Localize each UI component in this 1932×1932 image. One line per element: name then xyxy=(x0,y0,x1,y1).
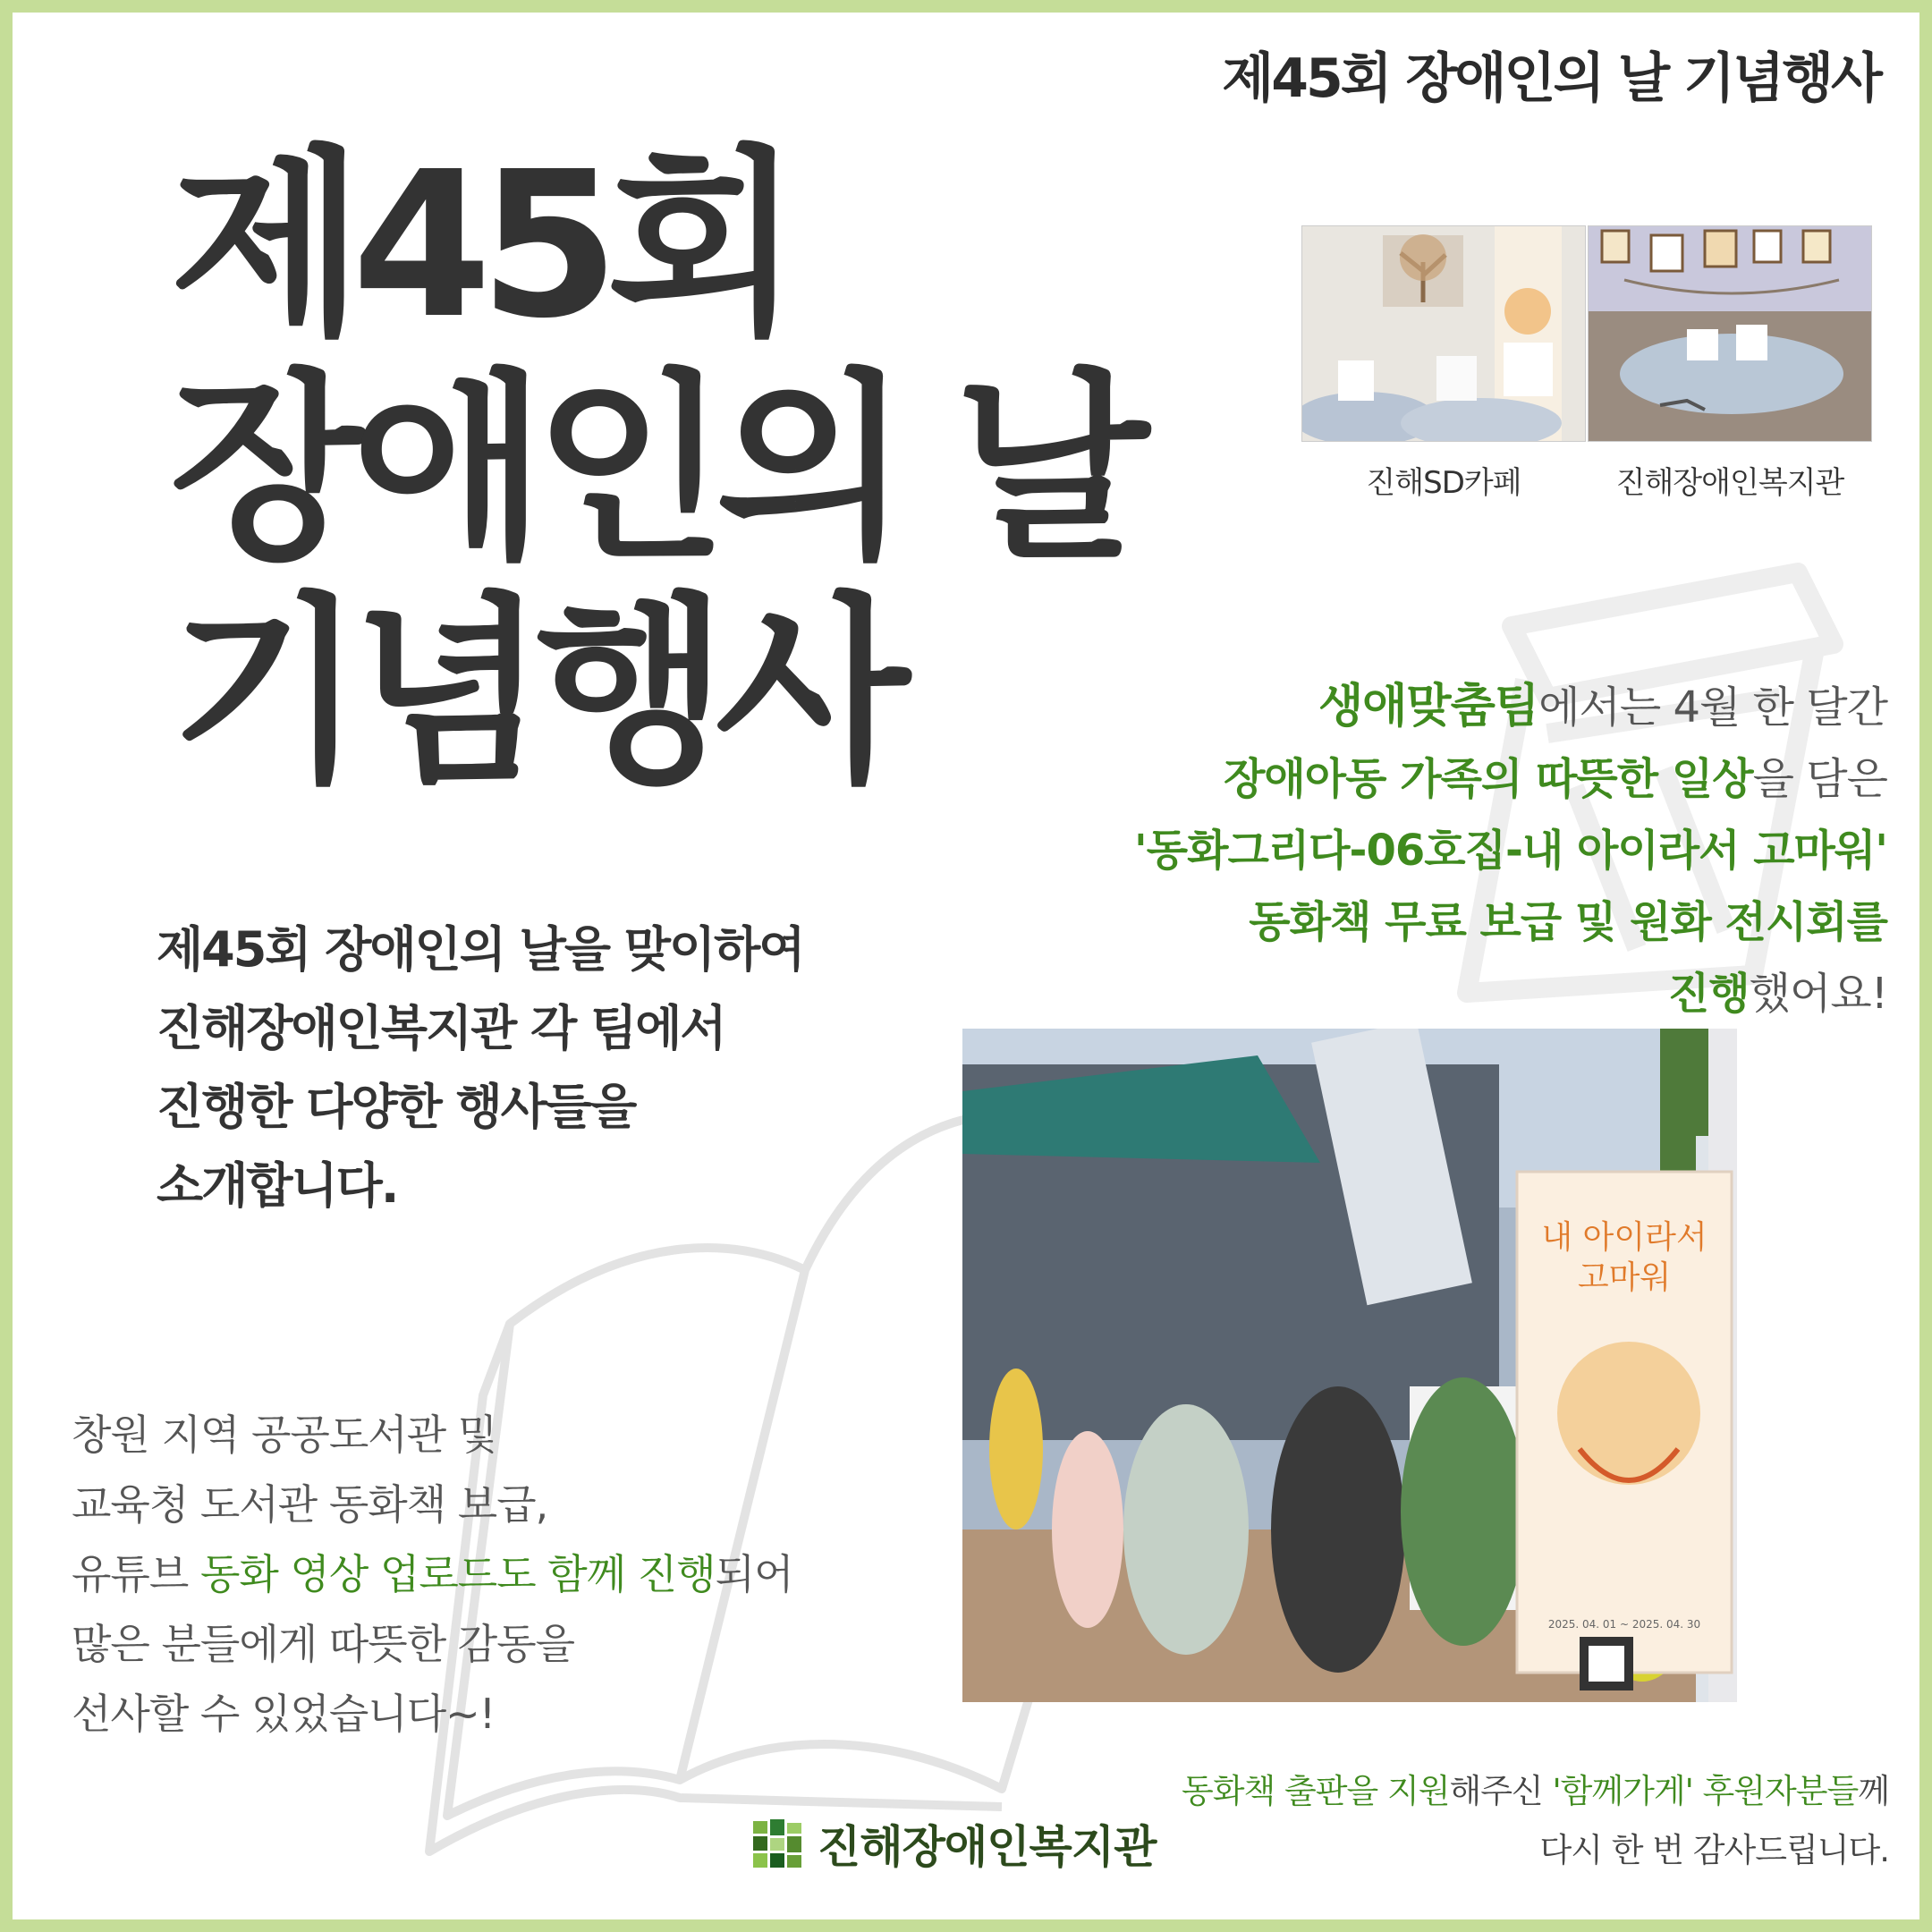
outcome-highlight: 동화 영상 업로드도 함께 진행 xyxy=(199,1550,716,1598)
team-msg-highlight: 진행 xyxy=(1667,969,1750,1019)
thanks-text: 해주신 xyxy=(1449,1772,1553,1810)
logo-text: 진해장애인복지관 xyxy=(818,1821,1157,1873)
outcome-line: 많은 분들에게 따뜻한 감동을 xyxy=(72,1620,575,1668)
thanks-highlight: '함께가게' 후원자분들 xyxy=(1552,1772,1859,1810)
banner-title-1: 내 아이라서 xyxy=(1541,1219,1707,1256)
banner-period: 2025. 04. 01 ~ 2025. 04. 30 xyxy=(1547,1618,1701,1631)
title-line-3: 기념행사 xyxy=(170,576,898,810)
event-main-photo xyxy=(962,1029,1737,1702)
photo-caption: 진해SD카페 xyxy=(1366,465,1521,501)
header-tag: 제45회 장애인의 날 기념행사 xyxy=(1222,47,1880,110)
thanks-text: 께 xyxy=(1858,1772,1889,1810)
exhibit-photo-center xyxy=(1588,225,1872,442)
team-msg-text: 했어요! xyxy=(1749,969,1887,1019)
team-name: 생애맞춤팀 xyxy=(1318,680,1539,733)
thanks-message xyxy=(1182,1762,1889,1880)
intro-line: 진해장애인복지관 각 팀에서 xyxy=(157,1000,725,1056)
photo-caption: 진해장애인복지관 xyxy=(1615,465,1844,501)
thanks-line: 다시 한 번 감사드립니다. xyxy=(1539,1831,1889,1869)
outcome-text-part: 유튜브 xyxy=(72,1550,200,1598)
intro-line: 진행한 다양한 행사들을 xyxy=(157,1079,636,1135)
outcome-text xyxy=(72,1400,793,1749)
title-line-1: 제45회 xyxy=(170,129,789,363)
logo-mark-icon xyxy=(751,1818,803,1869)
team-msg-highlight: 동화책 무료 보급 및 원화 전시회를 xyxy=(1249,897,1887,947)
photo-sd-cafe xyxy=(1301,225,1586,502)
outcome-highlight: 창원 지역 공공도서관 및 xyxy=(72,1411,497,1459)
team-msg-highlight: 장애아동 가족의 따뜻한 일상 xyxy=(1224,754,1753,804)
outcome-line: 선사할 수 있었습니다~! xyxy=(72,1690,496,1738)
outcome-text-part: 되어 xyxy=(715,1550,793,1598)
intro-line: 제45회 장애인의 날을 맞이하여 xyxy=(157,921,804,978)
exhibit-photo-cafe xyxy=(1301,225,1586,442)
intro-text xyxy=(157,911,804,1225)
team-msg-text: 을 담은 xyxy=(1752,754,1887,804)
thanks-highlight: 동화책 출판을 지원 xyxy=(1181,1772,1450,1810)
page-title xyxy=(170,129,1138,810)
intro-line: 소개합니다. xyxy=(157,1157,398,1214)
outcome-highlight: 교육청 도서관 동화책 보급, xyxy=(72,1480,548,1529)
title-line-2: 장애인의 날 xyxy=(170,352,1138,587)
banner-title-2: 고마워 xyxy=(1577,1259,1672,1296)
photo-welfare-center xyxy=(1588,225,1872,502)
team-msg-text: 에서는 4월 한 달간 xyxy=(1538,682,1887,733)
team-message xyxy=(1134,671,1887,1030)
organization-logo xyxy=(751,1811,1156,1876)
book-title: '동화그리다-06호집-내 아이라서 고마워' xyxy=(1134,826,1887,876)
